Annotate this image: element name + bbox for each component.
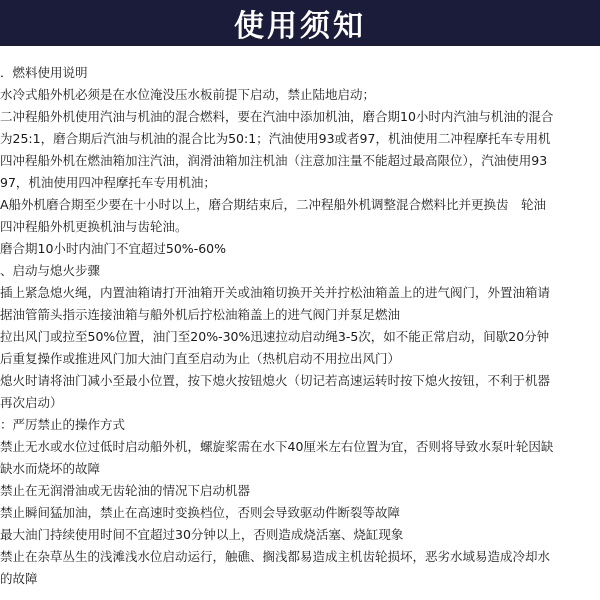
instruction-line: 据油管箭头指示连接油箱与船外机后拧松油箱盖上的进气阀门并泵足燃油 — [0, 307, 401, 322]
instruction-line: 的故障 — [0, 571, 38, 586]
instruction-line: 拉出风门或拉至50%位置，油门至20%-30%迅速拉动启动绳3-5次，如不能正常启动，间歇20分钟 — [0, 329, 550, 344]
instruction-line: 熄火时请将油门减小至最小位置，按下熄火按钮熄火（切记若高速运转时按下熄火按钮，不利于机器 — [0, 373, 551, 388]
instruction-line: 四冲程船外机更换机油与齿轮油。 — [0, 219, 188, 234]
instruction-line: 缺水而烧坏的故障 — [0, 461, 101, 476]
instruction-line: 二冲程船外机使用汽油与机油的混合燃料，要在汽油中添加机油，磨合期10小时内汽油与机油的混合 — [0, 109, 554, 124]
instructions-body — [0, 62, 600, 600]
instruction-line: 再次启动） — [0, 395, 63, 410]
instruction-line: 磨合期10小时内油门不宜超过50%-60% — [0, 241, 226, 256]
section-heading-prohibited: ：严厉禁止的操作方式 — [0, 417, 126, 432]
instruction-line: A船外机磨合期至少要在十小时以上，磨合期结束后，二冲程船外机调整混合燃料比并更换齿 轮油 — [0, 197, 547, 212]
instruction-line: 为25:1，磨合期后汽油与机油的混合比为50:1；汽油使用93或者97，机油使用二冲程摩托车专用机 — [0, 131, 551, 146]
instruction-line: 禁止无水或水位过低时启动船外机，螺旋桨需在水下40厘米左右位置为宜，否则将导致水泵叶轮因缺 — [0, 439, 554, 454]
instruction-line: 禁止瞬间猛加油，禁止在高速时变换档位，否则会导致驱动件断裂等故障 — [0, 505, 401, 520]
instruction-line: 禁止在无润滑油或无齿轮油的情况下启动机器 — [0, 483, 251, 498]
instruction-line: 水冷式船外机必须是在水位淹没压水板前提下启动，禁止陆地启动； — [0, 87, 376, 102]
section-heading-start-stop: 、启动与熄火步骤 — [0, 263, 101, 278]
title-banner — [0, 0, 600, 46]
section-heading-fuel: ．燃料使用说明 — [0, 65, 88, 80]
instruction-line: 最大油门持续使用时间不宜超过30分钟以上，否则造成烧活塞、烧缸现象 — [0, 527, 404, 542]
instruction-line: 四冲程船外机在燃油箱加注汽油，润滑油箱加注机油（注意加注量不能超过最高限位），汽油使用93 — [0, 153, 548, 168]
instruction-line: 插上紧急熄火绳，内置油箱请打开油箱开关或油箱切换开关并拧松油箱盖上的进气阀门，外置油箱请 — [0, 285, 551, 300]
instruction-line: 禁止在杂草丛生的浅滩浅水位启动运行，触礁、搁浅都易造成主机齿轮损坏，恶劣水域易造成冷却水 — [0, 549, 551, 564]
page-title: 使用须知 — [234, 9, 366, 44]
instruction-line: 后重复操作或推进风门加大油门直至启动为止（热机启动不用拉出风门） — [0, 351, 401, 366]
instruction-line: 97，机油使用四冲程摩托车专用机油； — [0, 175, 216, 190]
